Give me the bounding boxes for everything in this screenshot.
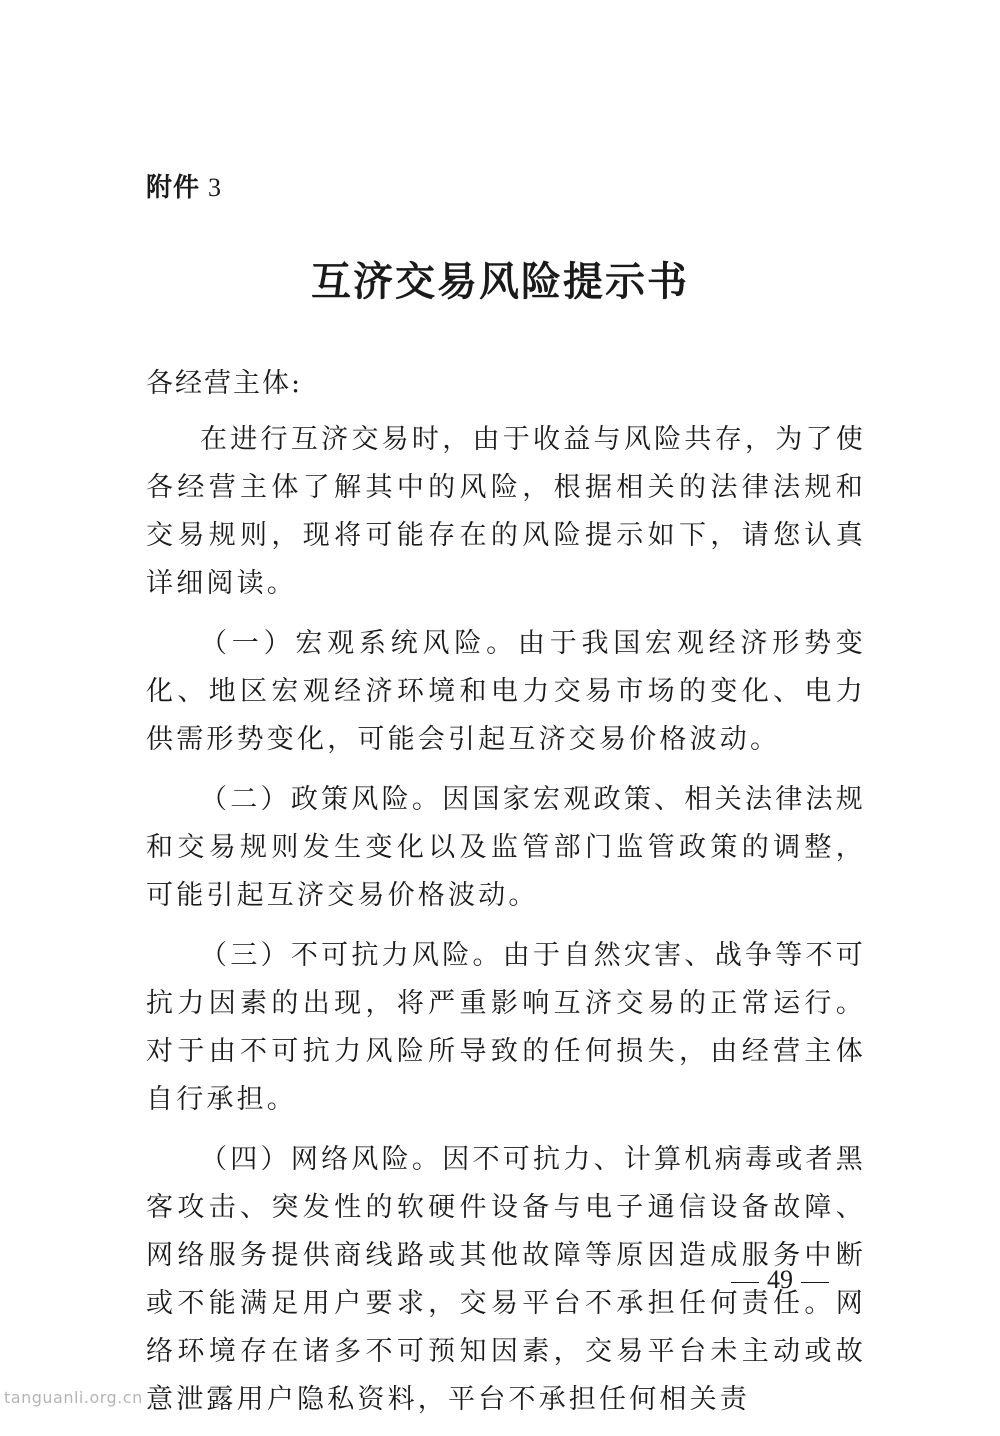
paragraph-network-risk: （四）网络风险。因不可抗力、计算机病毒或者黑客攻击、突发性的软硬件设备与电子通信设备故障、网络服务提供商线路或其他故障等原因造成服务中断或不能满足用户要求，交易平台不承担任何责任。网络环境存在诸多不可预知因素，交易平台未主动或故意泄露用户隐私资料，平台不承担任何相关责 <box>146 1144 866 1415</box>
paragraph-macro-risk: （一）宏观系统风险。由于我国宏观经济形势变化、地区宏观经济环境和电力交易市场的变化、电力供需形势变化，可能会引起互济交易价格波动。 <box>146 628 866 755</box>
page-number-dash-left <box>731 1282 759 1283</box>
document-title: 互济交易风险提示书 <box>311 258 689 305</box>
paragraph-intro: 在进行互济交易时，由于收益与风险共存，为了使各经营主体了解其中的风险，根据相关的法律法规和交易规则，现将可能存在的风险提示如下，请您认真详细阅读。 <box>146 424 866 599</box>
page-number-value: 49 <box>767 1265 793 1294</box>
watermark: tanguanli.org.cn <box>4 1388 143 1407</box>
annex-label <box>146 168 222 208</box>
salutation: 各经营主体: <box>146 368 303 399</box>
page-number <box>720 1260 840 1300</box>
page-number-dash-right <box>801 1282 829 1283</box>
paragraph-force-majeure-risk: （三）不可抗力风险。由于自然灾害、战争等不可抗力因素的出现，将严重影响互济交易的正常运行。对于由不可抗力风险所导致的任何损失，由经营主体自行承担。 <box>146 940 866 1115</box>
annex-label-text: 附件 <box>146 173 201 203</box>
paragraph-policy-risk: （二）政策风险。因国家宏观政策、相关法律法规和交易规则发生变化以及监管部门监管政策的调整，可能引起互济交易价格波动。 <box>146 784 866 911</box>
annex-number: 3 <box>208 173 223 202</box>
